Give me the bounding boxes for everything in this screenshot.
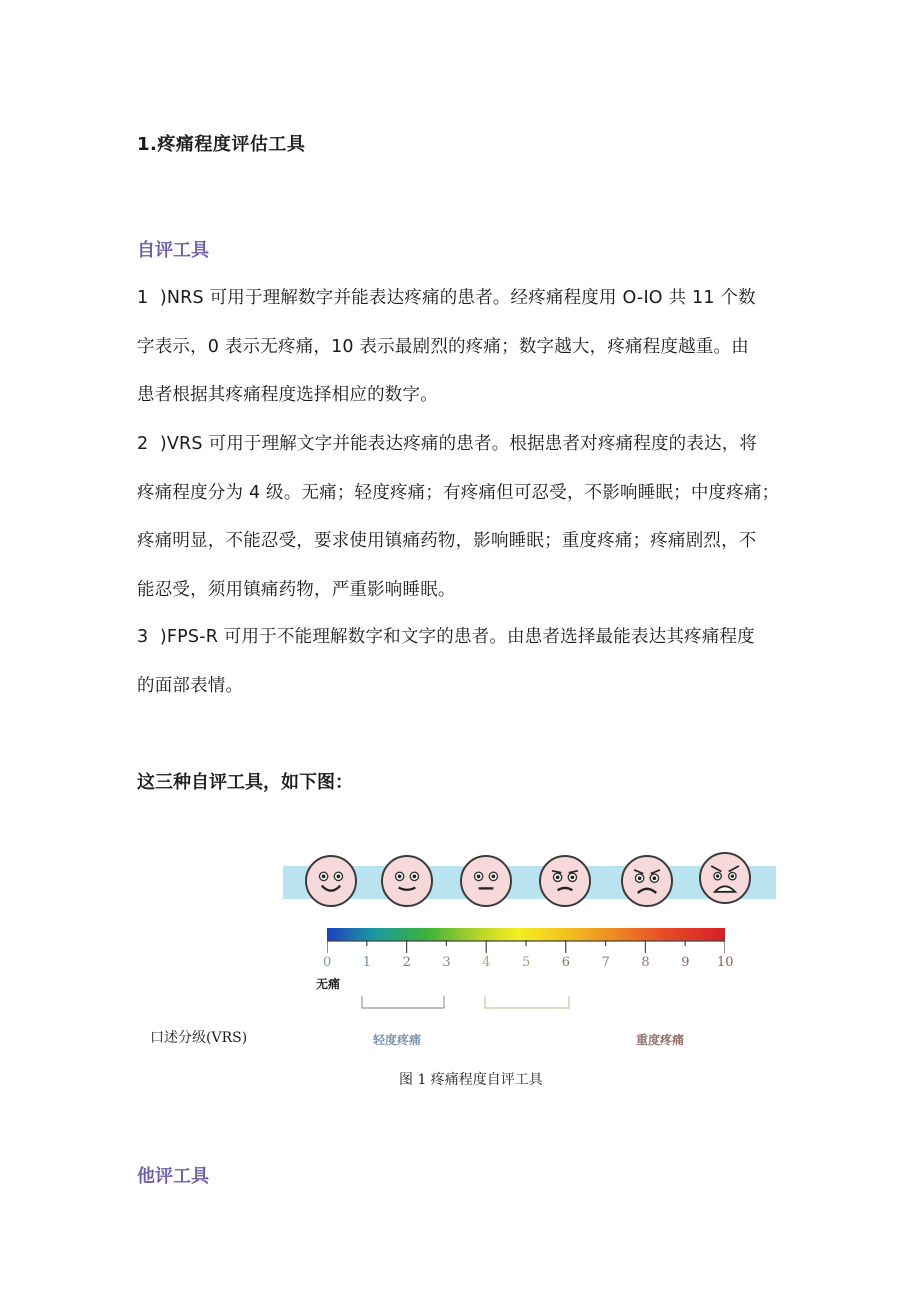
vrs-line: 2 )VRS 可用于理解文字并能表达疼痛的患者。根据患者对疼痛程度的表达，将 (137, 434, 758, 454)
self-assessment-title: 自评工具 (137, 240, 209, 261)
scale-tick-label: 6 (561, 955, 571, 970)
vrs-line: 能忍受，须用镇痛药物，严重影响睡眠。 (137, 579, 456, 600)
scale-ruler (327, 940, 725, 954)
nrs-line: 字表示，0 表示无疼痛，10 表示最剧烈的疼痛；数字越大，疼痛程度越重。由 (137, 336, 749, 357)
scale-tick-label: 5 (522, 955, 531, 970)
other-assessment-title: 他评工具 (137, 1166, 209, 1187)
scale-tick-label: 9 (681, 955, 690, 970)
face-sad-icon (621, 855, 673, 907)
scale-tick-label: 7 (601, 955, 610, 970)
scale-tick-label: 4 (482, 955, 491, 970)
figure-caption: 图 1 疼痛程度自评工具 (399, 1072, 543, 1088)
face-neutral-icon (460, 855, 512, 907)
fps-line: 3 )FPS-R 可用于不能理解数字和文字的患者。由患者选择最能表达其疼痛程度 (137, 627, 755, 647)
mild-pain-label: 轻度疼痛 (373, 1033, 422, 1047)
no-pain-label: 无痛 (316, 977, 341, 991)
face-smile-icon (381, 855, 433, 907)
range-brackets (361, 996, 571, 1010)
scale-tick-label: 8 (641, 955, 650, 970)
section-heading: 1.疼痛程度评估工具 (137, 134, 306, 155)
vrs-line: 疼痛程度分为 4 级。无痛；轻度疼痛；有疼痛但可忍受，不影响睡眠；中度疼痛； (137, 482, 780, 503)
fps-paragraph (137, 613, 797, 710)
scale-tick-label: 10 (717, 955, 734, 970)
scale-tick-label: 3 (442, 955, 451, 970)
face-happy-icon (305, 855, 357, 907)
face-crying-icon (699, 852, 751, 904)
nrs-line: 1 )NRS 可用于理解数字并能表达疼痛的患者。经疼痛程度用 O-IO 共 11 个数 (137, 288, 756, 308)
vrs-line: 疼痛明显，不能忍受，要求使用镇痛药物，影响睡眠；重度疼痛；疼痛剧烈，不 (137, 531, 757, 551)
scale-tick-label: 1 (362, 955, 372, 970)
scale-tick-label: 2 (402, 955, 411, 970)
vrs-paragraph (137, 420, 797, 614)
fps-line: 的面部表情。 (137, 675, 244, 696)
vrs-label: 口述分级(VRS) (150, 1030, 248, 1046)
severe-pain-label: 重度疼痛 (636, 1033, 685, 1047)
nrs-line: 患者根据其疼痛程度选择相应的数字。 (137, 385, 438, 405)
figure-intro: 这三种自评工具，如下图： (137, 772, 353, 793)
nrs-paragraph (137, 274, 797, 420)
scale-tick-label: 0 (323, 955, 332, 970)
face-frown-icon (539, 855, 591, 907)
